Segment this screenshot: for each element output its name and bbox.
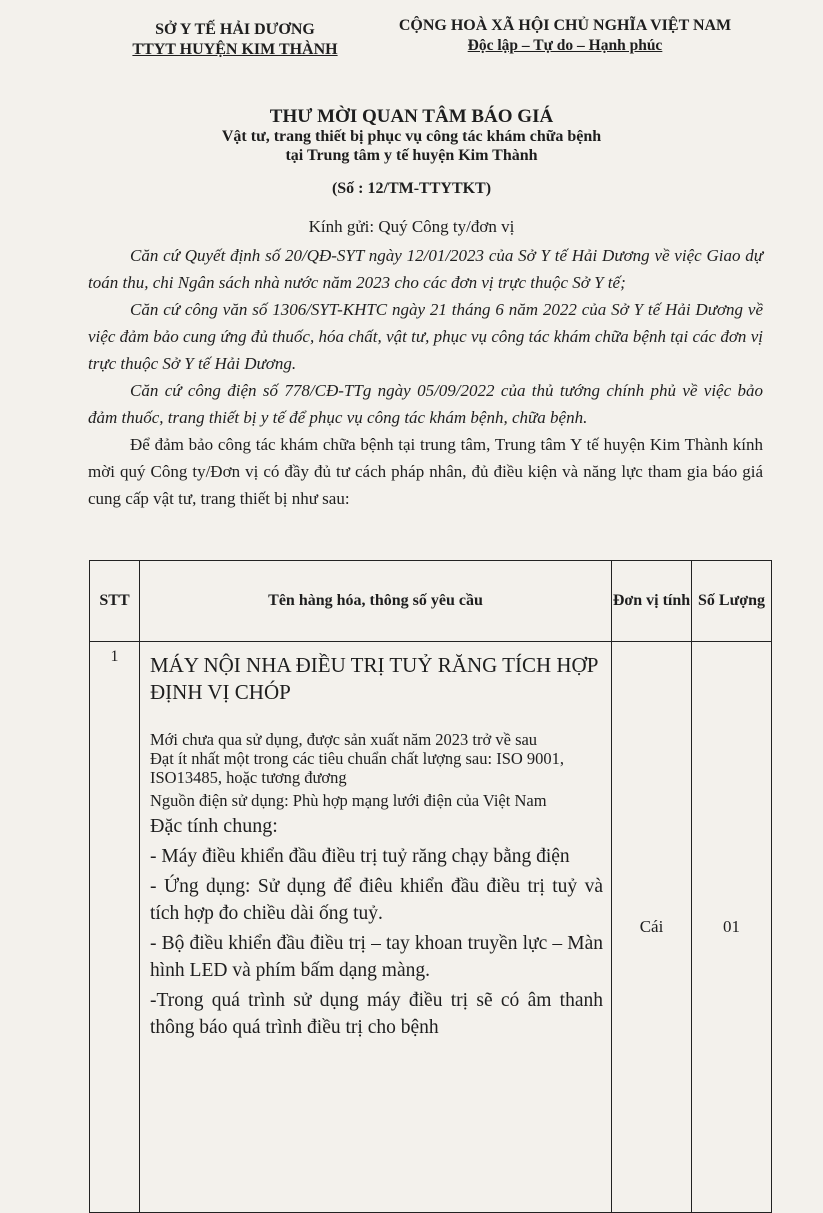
document-number: (Số : 12/TM-TTYTKT) [331, 180, 492, 197]
row-unit: Cái [612, 642, 692, 1213]
feature-item: - Bộ điều khiển đầu điều trị – tay khoan truyền lực – Màn hình LED và phím bấm dạng màng. [150, 933, 603, 981]
row-quantity: 01 [692, 642, 772, 1213]
issuer-block [105, 20, 365, 60]
issuer-line-1: SỞ Y TẾ HẢI DƯƠNG [155, 21, 315, 38]
item-spec-power: Nguồn điện sử dụng: Phù hợp mạng lưới điện của Việt Nam [150, 791, 547, 810]
item-name: MÁY NỘI NHA ĐIỀU TRỊ TUỶ RĂNG TÍCH HỢP ĐỊNH VỊ CHÓP [150, 653, 598, 704]
national-motto: Độc lập – Tự do – Hạnh phúc [467, 37, 663, 54]
header-item-name: Tên hàng hóa, thông số yêu cầu [140, 561, 612, 642]
item-spec-condition: Mới chưa qua sử dụng, được sản xuất năm 2023 trở về sau [150, 730, 538, 749]
national-header [380, 16, 750, 56]
row-stt: 1 [90, 642, 140, 1213]
header-quantity: Số Lượng [692, 561, 772, 642]
row-description-cell [140, 642, 612, 1213]
paragraph-legal-basis-2: Căn cứ công văn số 1306/SYT-KHTC ngày 21 tháng 6 năm 2022 của Sở Y tế Hải Dương về việc đảm bảo cung ứng đủ thuốc, hóa chất, vật tư, phục vụ công tác khám chữa bệnh tại các đơn vị trực thuộc Sở Y tế Hải Dương. [88, 300, 763, 373]
document-subtitle-2: tại Trung tâm y tế huyện Kim Thành [285, 147, 538, 164]
feature-item: - Máy điều khiển đầu điều trị tuỷ răng chạy bằng điện [150, 846, 570, 867]
issuer-line-2: TTYT HUYỆN KIM THÀNH [132, 41, 338, 58]
feature-item: - Ứng dụng: Sử dụng để điêu khiển đầu điều trị tuỷ và tích hợp đo chiều dài ống tuỷ. [150, 876, 603, 924]
paragraph-legal-basis-3: Căn cứ công điện số 778/CĐ-TTg ngày 05/09/2022 của thủ tướng chính phủ về việc bảo đảm thuốc, trang thiết bị y tế để phục vụ công tác khám bệnh, chữa bệnh. [88, 381, 763, 427]
feature-item: -Trong quá trình sử dụng máy điều trị sẽ có âm thanh thông báo quá trình điều trị cho bệnh [150, 990, 603, 1038]
document-body [88, 242, 763, 512]
header-unit: Đơn vị tính [612, 561, 692, 642]
document-title: THƯ MỜI QUAN TÂM BÁO GIÁ [269, 106, 554, 127]
header-stt: STT [90, 561, 140, 642]
item-spec-standard: Đạt ít nhất một trong các tiêu chuẩn chất lượng sau: ISO 9001, ISO13485, hoặc tương đương [150, 749, 565, 787]
items-table [89, 560, 772, 1213]
salutation: Kính gửi: Quý Công ty/đơn vị [308, 217, 515, 236]
table-row [90, 642, 772, 1213]
paragraph-invitation: Để đảm bảo công tác khám chữa bệnh tại trung tâm, Trung tâm Y tế huyện Kim Thành kính mời quý Công ty/Đơn vị có đầy đủ tư cách pháp nhân, đủ điều kiện và năng lực tham gia báo giá cung cấp vật tư, trang thiết bị như sau: [88, 435, 763, 508]
document-subtitle-1: Vật tư, trang thiết bị phục vụ công tác khám chữa bệnh [221, 128, 602, 145]
paragraph-legal-basis-1: Căn cứ Quyết định số 20/QĐ-SYT ngày 12/01/2023 của Sở Y tế Hải Dương về việc Giao dự toán thu, chi Ngân sách nhà nước năm 2023 cho các đơn vị trực thuộc Sở Y tế; [88, 246, 763, 292]
national-name: CỘNG HOÀ XÃ HỘI CHỦ NGHĨA VIỆT NAM [398, 17, 732, 34]
features-heading: Đặc tính chung: [150, 815, 278, 837]
table-header-row [90, 561, 772, 642]
